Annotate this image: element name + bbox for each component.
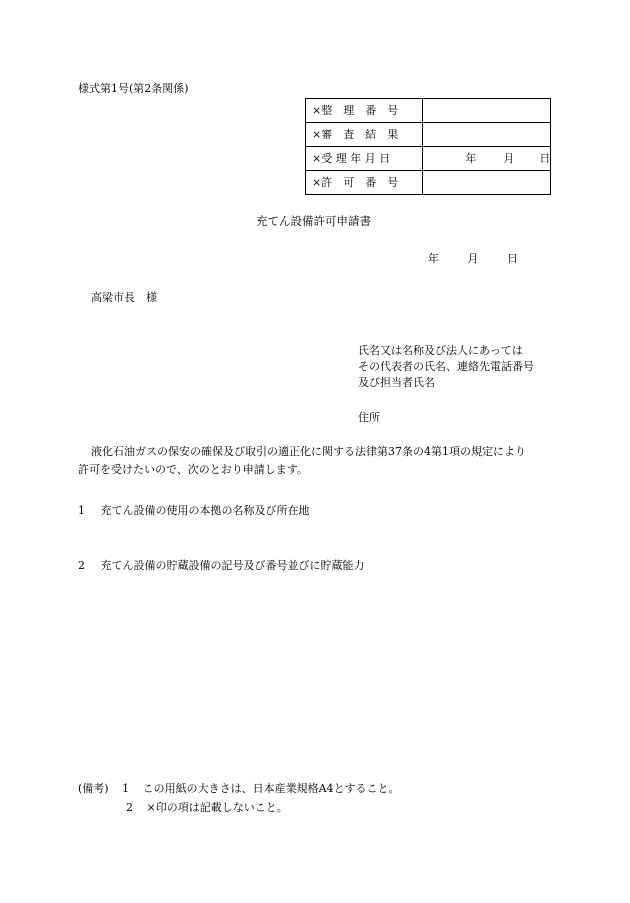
item-text: 充てん設備の使用の本拠の名称及び所在地 xyxy=(100,504,310,517)
body-text-line2: 許可を受けたいので、次のとおり申請します。 xyxy=(78,463,308,476)
item-text: 充てん設備の貯蔵設備の記号及び番号並びに貯蔵能力 xyxy=(100,559,365,572)
table-cell-value xyxy=(423,171,551,195)
table-cell-label: ×整 理 番 号 xyxy=(306,99,423,123)
note-number: 1 xyxy=(122,782,130,795)
office-use-table xyxy=(305,98,551,195)
receipt-day-label: 日 xyxy=(539,152,551,165)
table-row xyxy=(306,147,551,171)
item-1 xyxy=(78,503,310,518)
item-2 xyxy=(78,558,365,573)
table-row xyxy=(306,99,551,123)
note-text: ×印の項は記載しないこと。 xyxy=(146,801,288,814)
date-month-label: 月 xyxy=(467,252,479,265)
form-label: 様式第1号(第2条関係) xyxy=(78,82,189,95)
receipt-month-label: 月 xyxy=(503,152,515,165)
table-cell-value xyxy=(423,123,551,147)
addressee: 高梁市長 様 xyxy=(91,291,157,304)
applicant-name-label-line3: 及び担当者氏名 xyxy=(358,376,435,389)
document-title: 充てん設備許可申請書 xyxy=(256,214,371,228)
note-text: この用紙の大きさは、日本産業規格A4とすること。 xyxy=(142,782,400,795)
receipt-year-label: 年 xyxy=(465,152,477,165)
table-cell-label: ×審 査 結 果 xyxy=(306,123,423,147)
notes-line-2 xyxy=(126,800,288,815)
table-row xyxy=(306,123,551,147)
table-cell-value xyxy=(423,99,551,123)
table-cell-label: ×受 理 年 月 日 xyxy=(306,147,423,171)
body-text-line1: 液化石油ガスの保安の確保及び取引の適正化に関する法律第37条の4第1項の規定により xyxy=(91,445,526,458)
applicant-name-label-line1: 氏名又は名称及び法人にあっては xyxy=(358,344,523,357)
item-number: 1 xyxy=(78,504,85,517)
table-cell-date xyxy=(423,147,551,171)
table-cell-label: ×許 可 番 号 xyxy=(306,171,423,195)
table-row xyxy=(306,171,551,195)
item-number: 2 xyxy=(78,559,85,572)
date-year-label: 年 xyxy=(428,252,439,265)
applicant-name-label-line2: その代表者の氏名、連絡先電話番号 xyxy=(358,360,534,373)
application-date xyxy=(428,251,518,266)
date-day-label: 日 xyxy=(507,252,518,265)
note-number: 2 xyxy=(126,801,133,814)
notes-line-1 xyxy=(78,781,400,796)
notes-label: (備考) xyxy=(78,782,109,795)
applicant-address-label: 住所 xyxy=(358,411,380,424)
